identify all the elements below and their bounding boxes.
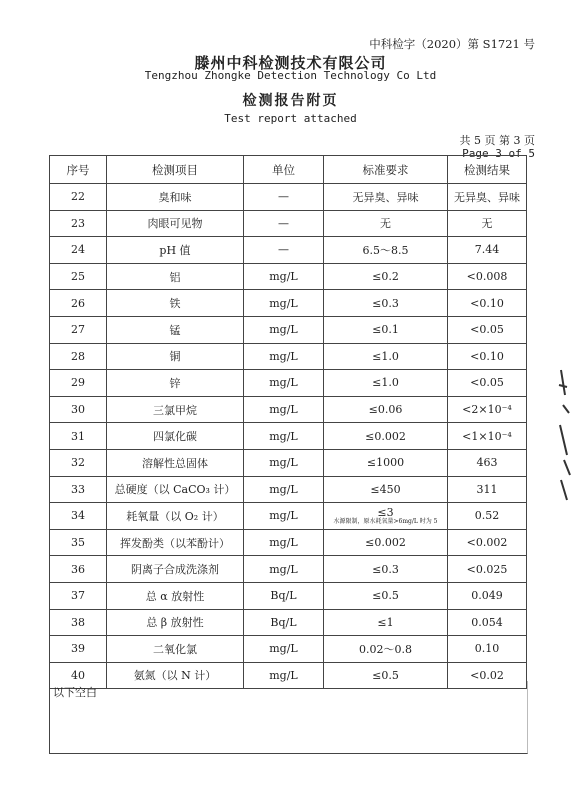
row-unit: — (244, 210, 324, 237)
row-unit: mg/L (244, 529, 324, 556)
row-number: 36 (50, 556, 107, 583)
table-row (50, 476, 527, 503)
row-unit: mg/L (244, 370, 324, 397)
row-result: 7.44 (448, 237, 527, 264)
row-number: 31 (50, 423, 107, 450)
row-result: 0.049 (448, 582, 527, 609)
row-unit: Bq/L (244, 609, 324, 636)
header-result: 检测结果 (448, 156, 527, 184)
row-result: 无异臭、异味 (448, 184, 527, 211)
row-requirement: 无 (324, 210, 448, 237)
row-unit: — (244, 184, 324, 211)
row-unit: mg/L (244, 423, 324, 450)
row-unit: mg/L (244, 636, 324, 663)
row-unit: mg/L (244, 290, 324, 317)
row-unit: mg/L (244, 263, 324, 290)
table-row (50, 529, 527, 556)
row-number: 39 (50, 636, 107, 663)
row-number: 22 (50, 184, 107, 211)
row-result: <0.05 (448, 370, 527, 397)
page-edge-stamp (555, 365, 575, 505)
row-requirement: ≤0.002 (324, 529, 448, 556)
row-item: pH 值 (107, 237, 244, 264)
row-item: 铜 (107, 343, 244, 370)
row-requirement: 0.02～0.8 (324, 636, 448, 663)
row-result: <0.10 (448, 343, 527, 370)
row-result: 0.054 (448, 609, 527, 636)
row-requirement: ≤1.0 (324, 370, 448, 397)
row-requirement: 6.5～8.5 (324, 237, 448, 264)
row-result: 无 (448, 210, 527, 237)
row-number: 30 (50, 396, 107, 423)
row-requirement: ≤0.3 (324, 290, 448, 317)
row-item: 阴离子合成洗涤剂 (107, 556, 244, 583)
row-requirement: ≤0.002 (324, 423, 448, 450)
row-requirement (324, 503, 448, 530)
row-unit: Bq/L (244, 582, 324, 609)
row-item: 四氯化碳 (107, 423, 244, 450)
row-item: 挥发酚类（以苯酚计） (107, 529, 244, 556)
header-requirement: 标准要求 (324, 156, 448, 184)
row-item: 铝 (107, 263, 244, 290)
row-number: 26 (50, 290, 107, 317)
row-number: 25 (50, 263, 107, 290)
header-no: 序号 (50, 156, 107, 184)
remark-box (49, 681, 528, 754)
row-unit: — (244, 237, 324, 264)
row-number: 38 (50, 609, 107, 636)
row-unit: mg/L (244, 396, 324, 423)
table-row (50, 609, 527, 636)
table-row (50, 237, 527, 264)
row-item: 铁 (107, 290, 244, 317)
requirement-note: 水源限制，原水耗氧量>6mg/L 时为 5 (333, 517, 438, 525)
table-row (50, 210, 527, 237)
row-requirement: ≤1 (324, 609, 448, 636)
row-requirement: ≤1.0 (324, 343, 448, 370)
row-result: <2×10⁻⁴ (448, 396, 527, 423)
row-requirement: ≤1000 (324, 449, 448, 476)
row-number: 24 (50, 237, 107, 264)
row-result: <1×10⁻⁴ (448, 423, 527, 450)
row-item: 臭和味 (107, 184, 244, 211)
page-title-cn: 检测报告附页 (242, 93, 339, 109)
row-item: 三氯甲烷 (107, 396, 244, 423)
requirement-value: ≤3 (377, 505, 394, 519)
header-item: 检测项目 (107, 156, 244, 184)
row-item: 总 β 放射性 (107, 609, 244, 636)
table-row (50, 582, 527, 609)
row-requirement: 无异臭、异味 (324, 184, 448, 211)
row-result: 0.10 (448, 636, 527, 663)
row-number: 37 (50, 582, 107, 609)
row-unit: mg/L (244, 449, 324, 476)
row-number: 23 (50, 210, 107, 237)
row-item: 溶解性总固体 (107, 449, 244, 476)
page-title-en: Test report attached (224, 112, 357, 125)
row-result: <0.008 (448, 263, 527, 290)
table-row (50, 423, 527, 450)
row-requirement: ≤0.1 (324, 316, 448, 343)
row-unit: mg/L (244, 343, 324, 370)
table-row (50, 636, 527, 663)
table-row (50, 556, 527, 583)
row-requirement: ≤0.06 (324, 396, 448, 423)
row-number: 28 (50, 343, 107, 370)
row-number: 29 (50, 370, 107, 397)
row-item: 总硬度（以 CaCO₃ 计） (107, 476, 244, 503)
table-row (50, 290, 527, 317)
row-unit: mg/L (244, 476, 324, 503)
row-item: 肉眼可见物 (107, 210, 244, 237)
row-result: <0.05 (448, 316, 527, 343)
row-number: 34 (50, 503, 107, 530)
row-number: 35 (50, 529, 107, 556)
table-row (50, 449, 527, 476)
row-item: 总 α 放射性 (107, 582, 244, 609)
row-item: 锰 (107, 316, 244, 343)
company-name-cn: 滕州中科检测技术有限公司 (194, 54, 387, 72)
page-count-en: Page 3 of 5 (462, 147, 535, 160)
report-number: 中科检字（2020）第 S1721 号 (369, 37, 535, 51)
row-result: 311 (448, 476, 527, 503)
row-requirement: ≤450 (324, 476, 448, 503)
row-item: 耗氧量（以 O₂ 计） (107, 503, 244, 530)
table-row (50, 316, 527, 343)
row-result: <0.025 (448, 556, 527, 583)
row-result: <0.10 (448, 290, 527, 317)
row-result: <0.02 (448, 662, 527, 689)
row-unit: mg/L (244, 316, 324, 343)
company-name-en: Tengzhou Zhongke Detection Technology Co Ltd (144, 69, 437, 82)
table-row (50, 263, 527, 290)
row-requirement: ≤0.2 (324, 263, 448, 290)
row-item: 氨氮（以 N 计） (107, 662, 244, 689)
row-number: 40 (50, 662, 107, 689)
row-unit: mg/L (244, 556, 324, 583)
row-result: 0.52 (448, 503, 527, 530)
table-row (50, 370, 527, 397)
remark-text: 以下空白 (53, 686, 97, 699)
row-number: 32 (50, 449, 107, 476)
row-requirement: ≤0.5 (324, 582, 448, 609)
table-row (50, 396, 527, 423)
row-requirement: ≤0.5 (324, 662, 448, 689)
row-result: 463 (448, 449, 527, 476)
row-unit: mg/L (244, 662, 324, 689)
row-number: 27 (50, 316, 107, 343)
table-row (50, 343, 527, 370)
table-body (50, 184, 527, 689)
row-requirement: ≤0.3 (324, 556, 448, 583)
row-unit: mg/L (244, 503, 324, 530)
page-count-cn: 共 5 页 第 3 页 (459, 134, 535, 147)
table-header-row (50, 156, 527, 184)
row-result: <0.002 (448, 529, 527, 556)
table-row (50, 184, 527, 211)
row-number: 33 (50, 476, 107, 503)
header-unit: 单位 (244, 156, 324, 184)
results-table (49, 155, 527, 689)
row-item: 二氧化氯 (107, 636, 244, 663)
row-item: 锌 (107, 370, 244, 397)
table-row (50, 503, 527, 530)
